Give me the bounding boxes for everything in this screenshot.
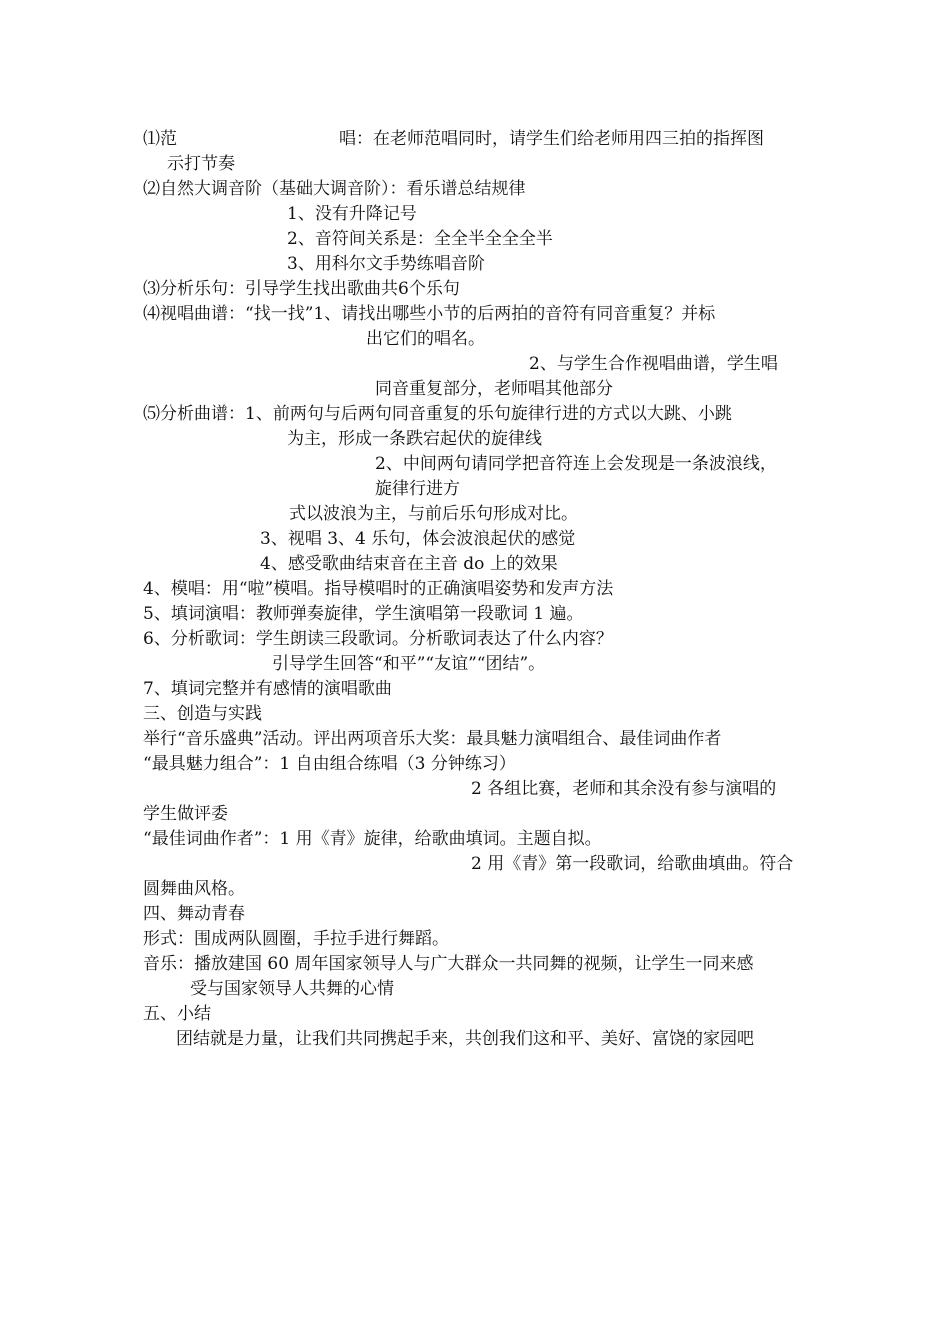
text-line: ⑷视唱曲谱：“找一找”1、请找出哪些小节的后两拍的音符有同音重复？并标 (143, 304, 716, 324)
text-line: 3、视唱 3、4 乐句，体会波浪起伏的感觉 (260, 529, 576, 549)
text-line: “最佳词曲作者”：1 用《青》旋律，给歌曲填词。主题自拟。 (143, 829, 602, 849)
text-line: 出它们的唱名。 (366, 329, 485, 349)
text-line: “最具魅力组合”：1 自由组合练唱（3 分钟练习） (143, 754, 516, 774)
text-line: 学生做评委 (143, 804, 228, 824)
text-line: ⑸分析曲谱：1、前两句与后两句同音重复的乐句旋律行进的方式以大跳、小跳 (143, 404, 732, 424)
text-line: 2、与学生合作视唱曲谱，学生唱 (529, 354, 778, 374)
text-line: 7、填词完整并有感情的演唱歌曲 (143, 679, 392, 699)
text-line: 6、分析歌词：学生朗读三段歌词。分析歌词表达了什么内容？ (143, 629, 613, 649)
text-line: 2 各组比赛，老师和其余没有参与演唱的 (471, 779, 777, 799)
text-line: 1、没有升降记号 (287, 204, 417, 224)
text-line: 3、用科尔文手势练唱音阶 (287, 254, 485, 274)
section-heading: 四、舞动青春 (143, 904, 245, 924)
text-line: 4、模唱：用“啦”模唱。指导模唱时的正确演唱姿势和发声方法 (143, 579, 614, 599)
text-line: 2、中间两句请同学把音符连上会发现是一条波浪线， (375, 454, 777, 474)
text-line: 式以波浪为主，与前后乐句形成对比。 (289, 504, 578, 524)
text-line: ⑴范 (143, 129, 177, 149)
text-line: 示打节奏 (167, 154, 235, 174)
text-line: 形式：围成两队圆圈，手拉手进行舞蹈。 (143, 929, 449, 949)
text-line: 为主，形成一条跌宕起伏的旋律线 (287, 429, 542, 449)
text-line: 同音重复部分，老师唱其他部分 (375, 379, 613, 399)
text-line: ⑶分析乐句：引导学生找出歌曲共6个乐句 (143, 279, 460, 299)
text-line: 音乐：播放建国 60 周年国家领导人与广大群众一共同舞的视频，让学生一同来感 (143, 954, 754, 974)
section-heading: 三、创造与实践 (143, 704, 262, 724)
text-line: 圆舞曲风格。 (143, 879, 245, 899)
text-line: 5、填词演唱：教师弹奏旋律，学生演唱第一段歌词 1 遍。 (143, 604, 584, 624)
text-line: 2、音符间关系是：全全半全全全半 (287, 229, 553, 249)
section-heading: 五、小结 (143, 1004, 211, 1024)
text-line: 2 用《青》第一段歌词，给歌曲填曲。符合 (471, 854, 794, 874)
text-line: 举行“音乐盛典”活动。评出两项音乐大奖：最具魅力演唱组合、最佳词曲作者 (143, 729, 722, 749)
text-line: ⑵自然大调音阶（基础大调音阶）：看乐谱总结规律 (143, 179, 526, 199)
text-line: 4、感受歌曲结束音在主音 do 上的效果 (260, 554, 558, 574)
text-line: 唱：在老师范唱同时，请学生们给老师用四三拍的指挥图 (339, 129, 764, 149)
text-line: 团结就是力量，让我们共同携起手来，共创我们这和平、美好、富饶的家园吧 (176, 1029, 754, 1049)
text-line: 旋律行进方 (375, 479, 460, 499)
text-line: 引导学生回答“和平”“友谊”“团结”。 (272, 654, 546, 674)
text-line: 受与国家领导人共舞的心情 (190, 979, 394, 999)
